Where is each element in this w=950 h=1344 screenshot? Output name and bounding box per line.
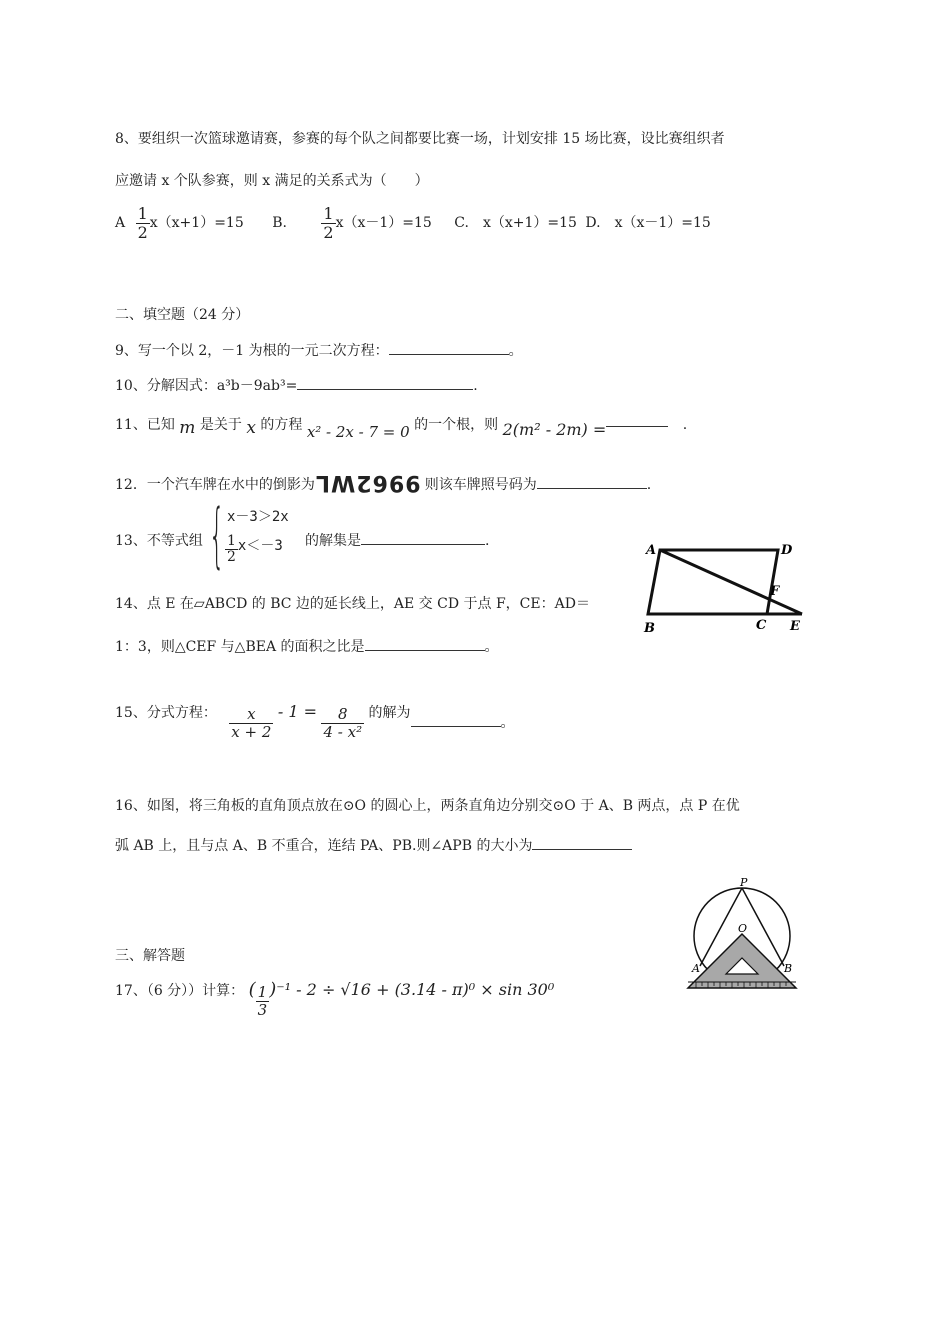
q10-end: . <box>473 378 478 394</box>
q8-line2: 应邀请 x 个队参赛，则 x 满足的关系式为（ ） <box>115 173 429 189</box>
q14-line2 <box>115 636 499 656</box>
label-A: A <box>692 962 700 975</box>
q8-opt-b-expr: x（x－1）=15 <box>335 215 432 232</box>
q11-var-x: x <box>246 418 256 438</box>
q8-opt-a-expr: x（x+1）=15 <box>149 215 244 232</box>
q12-text-1: 12．一个汽车牌在水中的倒影为 <box>115 477 315 493</box>
q15-text-1: 15、分式方程： <box>115 705 217 721</box>
q13-tail <box>305 530 489 550</box>
q8-opt-c: C. x（x+1）=15 <box>454 215 577 232</box>
label-O: O <box>738 922 748 935</box>
q17-fraction: $\frac{1}{3}$ <box>257 983 268 1019</box>
q17-expression: ⁻¹ - 2 ÷ √16 + (3.14 - π)⁰ × sin 30⁰ <box>276 980 555 999</box>
q14-text: 1：3，则△CEF 与△BEA 的面积之比是 <box>115 639 365 655</box>
q11-text-4: 的一个根，则 <box>414 417 499 433</box>
label-B: B <box>644 621 655 636</box>
label-A: A <box>646 543 657 558</box>
label-E: E <box>790 619 800 634</box>
q14-parallelogram-figure <box>640 538 820 638</box>
q15 <box>115 702 515 741</box>
q13-inequality-1: x－3＞2x <box>227 509 289 525</box>
q9-end: 。 <box>508 343 523 359</box>
q14-line1: 14、点 E 在▱ABCD 的 BC 边的延长线上，AE 交 CD 于点 F，CE：AD＝ <box>115 596 590 612</box>
q11-text-3: 的方程 <box>260 417 303 433</box>
q11-var-m: m <box>179 418 196 438</box>
q17: 17、（6 分））计算： ( $\frac{1}{3}$ )⁻¹ - 2 ÷ √16 + (3.14 - π)⁰ × sin 30⁰ <box>115 979 555 1019</box>
q15-text-2: 的解为 <box>368 705 411 721</box>
q13-text-2: 的解集是 <box>305 533 361 549</box>
q13-answer-blank[interactable] <box>361 544 485 545</box>
q12 <box>115 470 651 495</box>
q11-answer-blank[interactable] <box>606 426 668 427</box>
label-C: C <box>756 618 767 633</box>
q8-opt-d: D. x（x－1）=15 <box>585 215 711 232</box>
q9-text: 9、写一个以 2，－1 为根的一元二次方程： <box>115 343 389 359</box>
q11-text-2: 是关于 <box>199 417 242 433</box>
q11-equation: x² - 2x - 7 = 0 <box>306 423 410 441</box>
q14-end: 。 <box>484 639 499 655</box>
q12-answer-blank[interactable] <box>537 488 647 489</box>
q8-opt-b-fraction: $\frac{1}{2}$ <box>323 204 334 242</box>
label-F: F <box>770 584 780 599</box>
q11-text-1: 11、已知 <box>115 417 175 433</box>
q13-brace: { <box>209 494 225 576</box>
q12-text-2: 则该车牌照号码为 <box>424 477 537 493</box>
q13-inequality-2: $\frac{1}{2}$ x＜－3 <box>227 533 283 566</box>
q16-line1: 16、如图，将三角板的直角顶点放在⊙O 的圆心上，两条直角边分别交⊙O 于 A、B 两点，点 P 在优 <box>115 798 740 814</box>
q15-answer-blank[interactable] <box>411 726 501 727</box>
q10 <box>115 375 478 395</box>
q16-answer-blank[interactable] <box>532 849 632 850</box>
label-B: B <box>784 962 793 975</box>
q12-plate-reflection: 9962WL <box>314 470 421 495</box>
q13-text-1: 13、不等式组 <box>115 533 203 549</box>
q9-answer-blank[interactable] <box>389 354 509 355</box>
q8-line1: 8、要组织一次篮球邀请赛，参赛的每个队之间都要比赛一场，计划安排 15 场比赛，设比赛组织者 <box>115 131 725 147</box>
q11-end: . <box>682 417 688 433</box>
q16-line2 <box>115 835 632 855</box>
q9 <box>115 340 523 360</box>
q8-options <box>115 205 711 241</box>
label-D: D <box>781 543 793 558</box>
q15-end: 。 <box>500 715 515 731</box>
q17-text: 17、（6 分））计算： <box>115 983 245 999</box>
section3-heading: 三、解答题 <box>115 948 185 964</box>
q16-text: 弧 AB 上，且与点 A、B 不重合，连结 PA、PB.则∠APB 的大小为 <box>115 838 533 854</box>
q8-opt-b-label: B. <box>272 215 287 232</box>
q10-answer-blank[interactable] <box>297 389 473 390</box>
q10-text: 10、分解因式：a³b－9ab³= <box>115 378 298 394</box>
q8-opt-a-fraction: $\frac{1}{2}$ <box>137 204 148 242</box>
q14-answer-blank[interactable] <box>365 650 485 651</box>
q11-expression: 2(m² - 2m) = <box>502 420 607 439</box>
section2-heading: 二、填空题（24 分） <box>115 307 250 323</box>
q11 <box>115 414 688 441</box>
q15-fraction-1: $\frac{x}{x + 2}$ <box>231 705 272 741</box>
q16-circle-figure <box>686 874 798 992</box>
q15-minus-one: - 1 = <box>277 702 318 721</box>
q8-opt-a-label: A <box>115 215 126 232</box>
q12-end: . <box>646 477 652 493</box>
q13-end: . <box>485 533 490 549</box>
q15-fraction-2: $\frac{8}{\text{4 - x²}}$ <box>323 705 363 741</box>
label-P: P <box>740 876 748 889</box>
